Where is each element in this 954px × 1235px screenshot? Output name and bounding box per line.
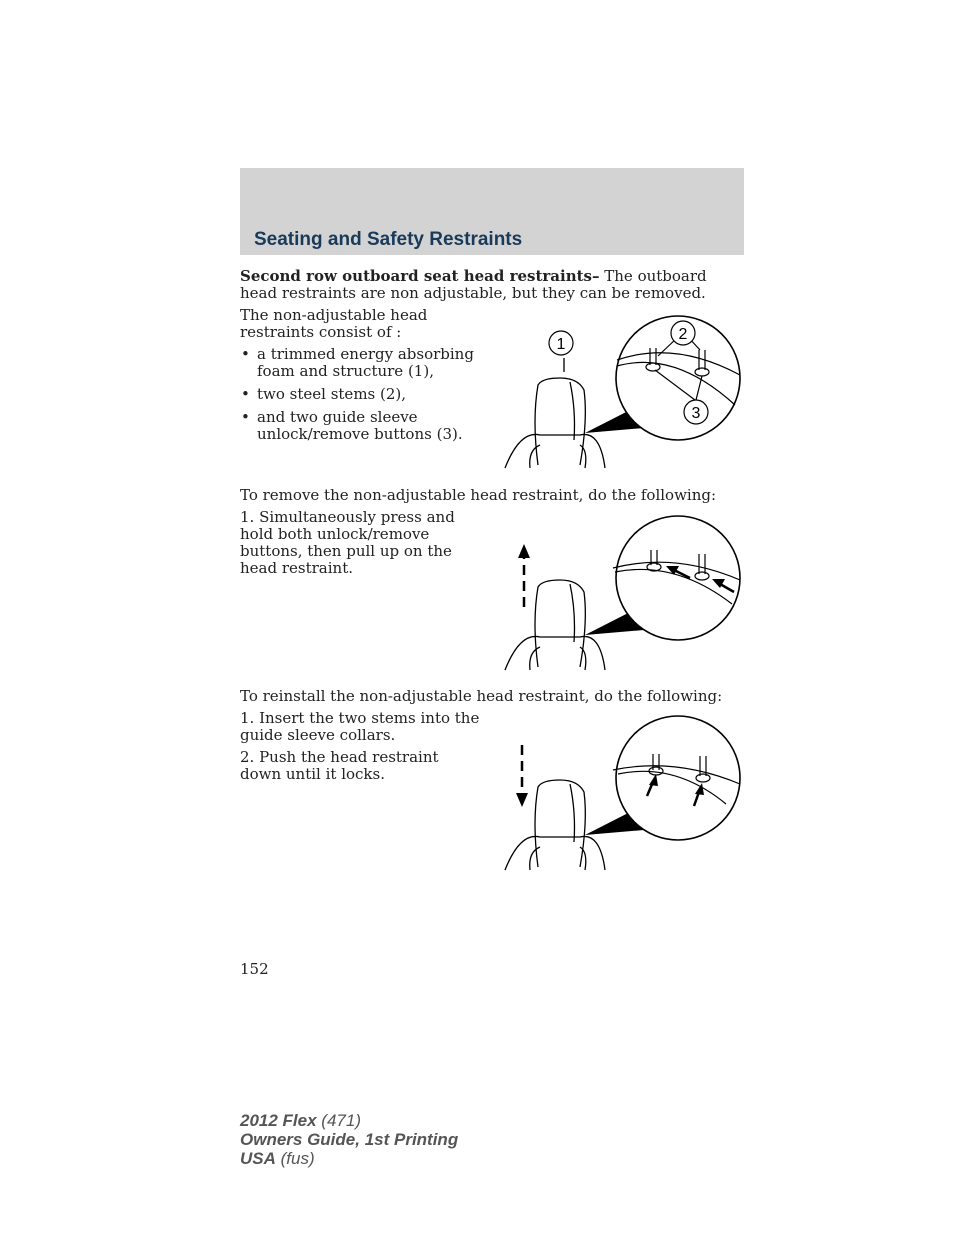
figure-head-restraint-removal <box>500 512 750 677</box>
intro-paragraph <box>240 268 710 302</box>
remove-step-1: 1. Simultaneously press and hold both unlock/remove buttons, then pull up on the head restraint. <box>240 508 455 577</box>
detail-circle <box>616 716 740 840</box>
component-item-buttons: • and two guide sleeve unlock/remove buttons (3). <box>240 409 507 443</box>
reinstall-step-1: 1. Insert the two stems into the guide sleeve collars. <box>240 709 480 744</box>
component-item-foam: • a trimmed energy absorbing foam and structure (1), <box>240 346 507 380</box>
footer-guide: Owners Guide, 1st Printing <box>240 1130 459 1149</box>
intro-rest: The outboard head restraints are non adjustable, but they can be removed. <box>240 267 707 302</box>
callout-label-3: 3 <box>691 405 701 422</box>
section-title: Seating and Safety Restraints <box>254 229 523 250</box>
intro-bold: Second row outboard seat head restraints– <box>240 267 600 285</box>
reinstall-heading: To reinstall the non-adjustable head restraint, do the following: <box>240 687 723 705</box>
remove-heading: To remove the non-adjustable head restraint, do the following: <box>240 486 717 504</box>
component-item-stems: • two steel stems (2), <box>240 386 507 403</box>
seat-back-outline <box>505 434 605 468</box>
pull-up-arrow-head <box>518 544 530 558</box>
page-number: 152 <box>240 960 269 978</box>
figure-head-restraint-reinstall <box>500 712 750 877</box>
detail-circle <box>616 516 740 640</box>
push-down-arrow-head <box>516 793 528 807</box>
footer-region-code: (fus) <box>280 1149 315 1168</box>
footer-model-code: (471) <box>321 1111 361 1130</box>
callout-label-2: 2 <box>678 326 688 343</box>
section-header-band <box>240 168 744 255</box>
components-list <box>240 346 507 449</box>
footer-model: 2012 Flex <box>240 1111 317 1130</box>
reinstall-step-2: 2. Push the head restraint down until it locks. <box>240 748 439 783</box>
callout-label-1: 1 <box>556 336 566 353</box>
headrest-outline <box>535 378 585 465</box>
footer <box>240 1111 458 1168</box>
footer-region: USA <box>240 1149 276 1168</box>
figure-head-restraint-components <box>500 310 750 475</box>
consist-text: The non-adjustable head restraints consist of : <box>240 306 428 341</box>
